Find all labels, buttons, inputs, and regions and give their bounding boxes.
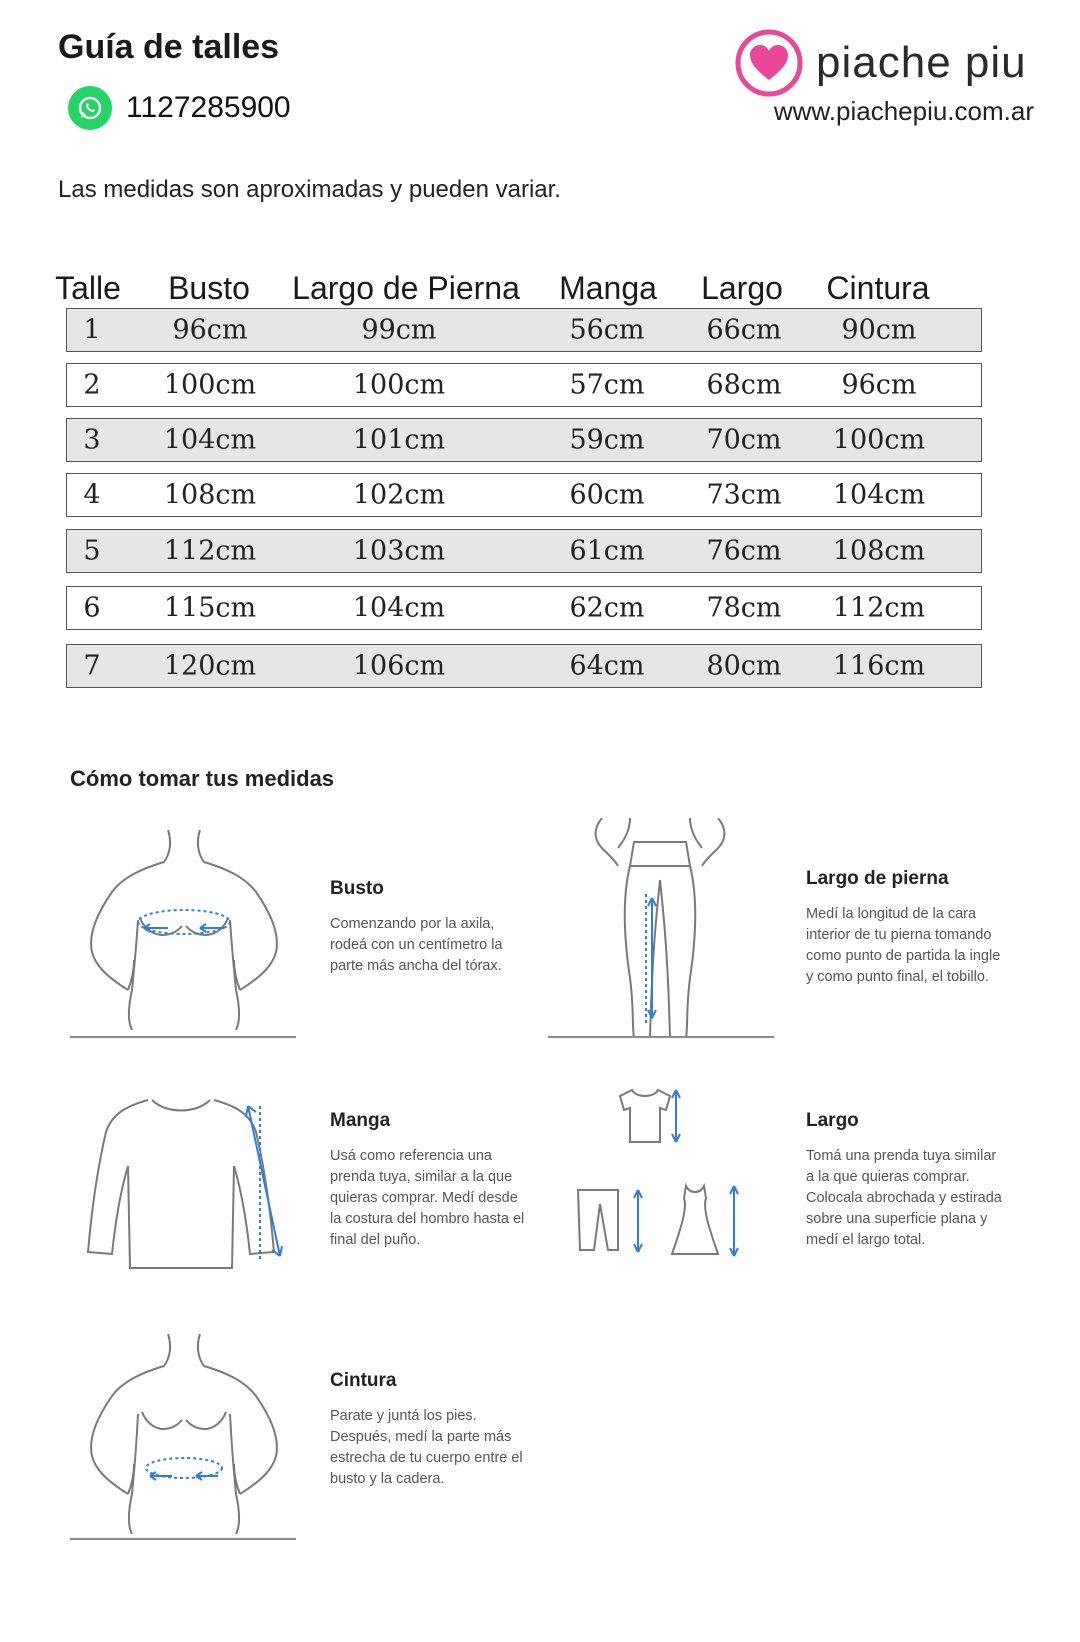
page-title: Guía de talles <box>58 28 280 66</box>
length-illustration <box>574 1086 754 1266</box>
cell-manga: 60cm <box>569 479 645 511</box>
cell-busto: 120cm <box>163 650 257 682</box>
sleeve-illustration <box>86 1096 290 1270</box>
cell-talle: 1 <box>83 314 101 346</box>
bust-illustration <box>88 830 288 1030</box>
cell-busto: 96cm <box>172 314 248 346</box>
table-row <box>66 308 982 352</box>
cell-talle: 7 <box>83 650 101 682</box>
cell-largo-pierna: 103cm <box>352 535 446 567</box>
cell-cintura: 116cm <box>832 650 926 682</box>
table-row <box>66 363 982 407</box>
cell-manga: 57cm <box>569 369 645 401</box>
column-header-cintura: Cintura <box>826 270 930 306</box>
measure-title-cintura: Cintura <box>330 1370 397 1391</box>
measure-desc-busto: Comenzando por la axila, rodeá con un centímetro la parte más ancha del tórax. <box>330 916 503 974</box>
measure-title-manga: Manga <box>330 1110 391 1131</box>
measure-desc-largo: Tomá una prenda tuya similar a la que quieras comprar. Colocala abrochada y estirada sobre una superficie plana y medí el largo total. <box>806 1148 1002 1248</box>
whatsapp-contact[interactable] <box>68 86 291 130</box>
column-header-manga: Manga <box>559 270 657 306</box>
table-row <box>66 529 982 573</box>
cell-cintura: 90cm <box>841 314 917 346</box>
cell-talle: 4 <box>83 479 101 511</box>
howto-heading: Cómo tomar tus medidas <box>70 766 335 791</box>
cell-cintura: 104cm <box>832 479 926 511</box>
cell-cintura: 100cm <box>832 424 926 456</box>
disclaimer-note: Las medidas son aproximadas y pueden variar. <box>58 176 561 203</box>
whatsapp-icon <box>68 86 112 130</box>
cell-largo-pierna: 104cm <box>352 592 446 624</box>
waist-illustration <box>88 1334 288 1534</box>
cell-largo: 73cm <box>706 479 782 511</box>
column-header-talle: Talle <box>55 270 121 306</box>
column-header-largo-pierna: Largo de Pierna <box>292 270 520 306</box>
heart-logo-icon <box>734 28 804 98</box>
cell-largo-pierna: 101cm <box>352 424 446 456</box>
cell-manga: 56cm <box>569 314 645 346</box>
measure-desc-largo-pierna: Medí la longitud de la cara interior de tu pierna tomando como punto de partida la ingle y como punto final, el tobillo. <box>806 906 1001 985</box>
cell-talle: 2 <box>83 369 101 401</box>
cell-talle: 5 <box>83 535 101 567</box>
cell-manga: 64cm <box>569 650 645 682</box>
cell-largo-pierna: 102cm <box>352 479 446 511</box>
table-row <box>66 586 982 630</box>
cell-largo-pierna: 100cm <box>352 369 446 401</box>
cell-largo: 76cm <box>706 535 782 567</box>
bust-baseline <box>70 1036 296 1038</box>
cell-manga: 61cm <box>569 535 645 567</box>
cell-manga: 59cm <box>569 424 645 456</box>
measure-title-largo-pierna: Largo de pierna <box>806 868 949 889</box>
brand-logo <box>734 28 1027 98</box>
measure-title-busto: Busto <box>330 878 384 899</box>
leg-illustration <box>590 818 740 1038</box>
cell-cintura: 112cm <box>832 592 926 624</box>
column-header-busto: Busto <box>168 270 250 306</box>
measure-desc-manga: Usá como referencia una prenda tuya, similar a la que quieras comprar. Medí desde la costura del hombro hasta el final del puño. <box>330 1148 525 1248</box>
cell-largo: 68cm <box>706 369 782 401</box>
cell-largo: 66cm <box>706 314 782 346</box>
cell-largo-pierna: 99cm <box>361 314 437 346</box>
table-row <box>66 473 982 517</box>
cell-largo: 80cm <box>706 650 782 682</box>
cell-talle: 6 <box>83 592 101 624</box>
cell-busto: 104cm <box>163 424 257 456</box>
measure-desc-cintura: Parate y juntá los pies. Después, medí la parte más estrecha de tu cuerpo entre el busto y la cadera. <box>330 1408 523 1487</box>
cell-talle: 3 <box>83 424 101 456</box>
measure-title-largo: Largo <box>806 1110 859 1131</box>
brand-name: piache piu <box>816 38 1027 87</box>
leg-baseline <box>548 1036 774 1038</box>
cell-busto: 112cm <box>163 535 257 567</box>
website-url[interactable]: www.piachepiu.com.ar <box>773 96 1034 126</box>
cell-cintura: 108cm <box>832 535 926 567</box>
phone-number: 1127285900 <box>126 91 291 124</box>
table-row <box>66 418 982 462</box>
cell-manga: 62cm <box>569 592 645 624</box>
cell-largo: 70cm <box>706 424 782 456</box>
cell-busto: 100cm <box>163 369 257 401</box>
table-row <box>66 644 982 688</box>
column-header-largo: Largo <box>701 270 783 306</box>
cell-cintura: 96cm <box>841 369 917 401</box>
waist-baseline <box>70 1538 296 1540</box>
cell-busto: 108cm <box>163 479 257 511</box>
cell-largo-pierna: 106cm <box>352 650 446 682</box>
cell-busto: 115cm <box>163 592 257 624</box>
cell-largo: 78cm <box>706 592 782 624</box>
